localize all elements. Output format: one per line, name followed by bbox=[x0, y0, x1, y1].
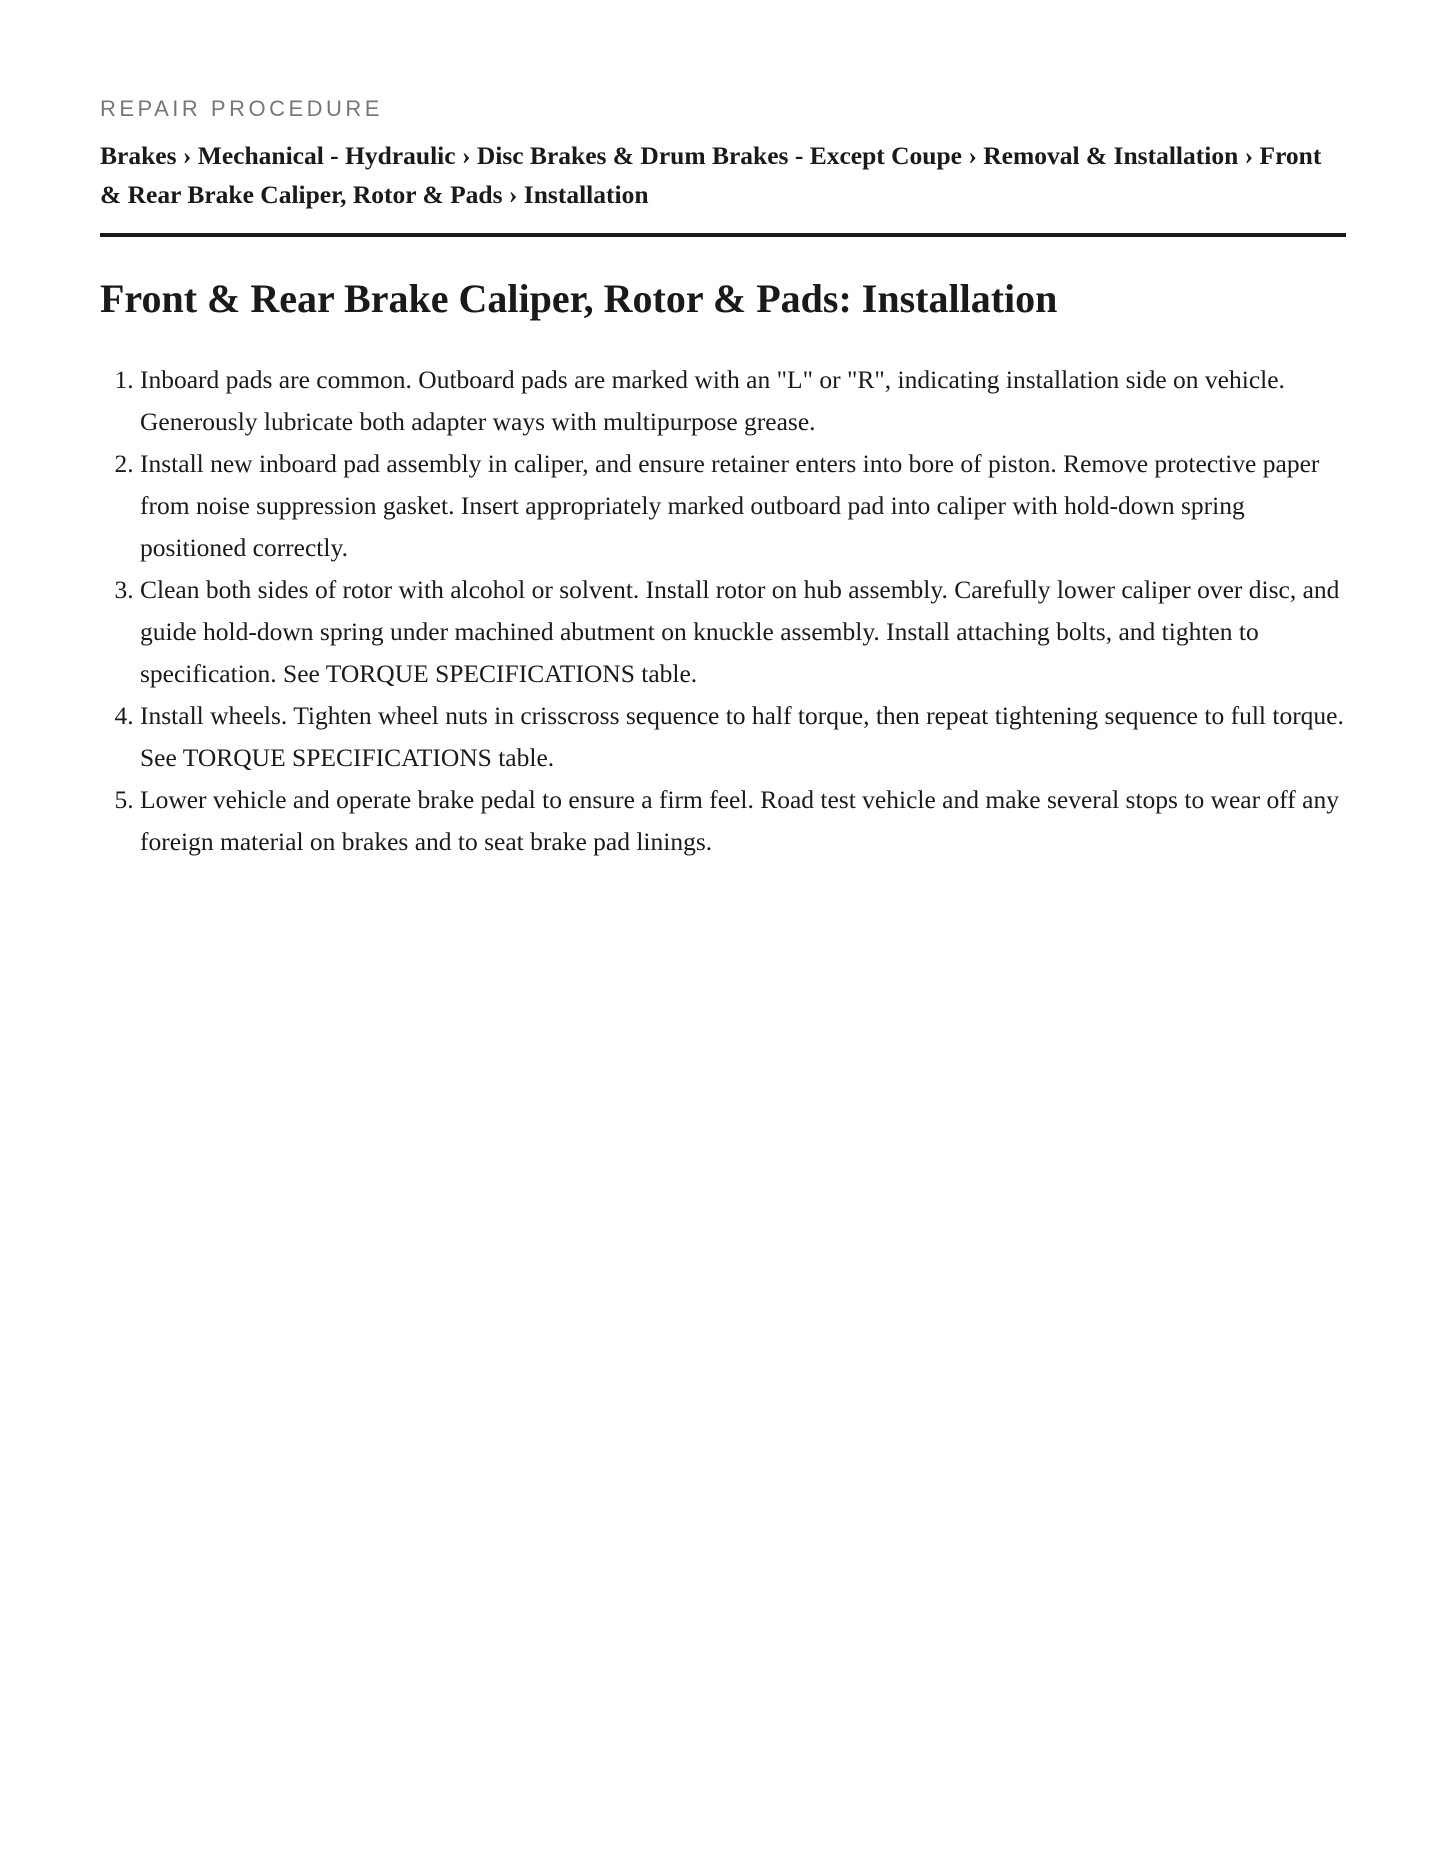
breadcrumb-item: Front & Rear Brake Caliper, Rotor & Pads bbox=[100, 141, 1322, 209]
breadcrumb-item-current: Installation bbox=[523, 180, 649, 209]
procedure-step: 4. Install wheels. Tighten wheel nuts in crisscross sequence to half torque, then repeat tightening sequence to full torque. See TORQUE SPECIFICATIONS table. bbox=[140, 695, 1346, 779]
document-page bbox=[100, 0, 1346, 863]
procedure-step: 5. Lower vehicle and operate brake pedal to ensure a firm feel. Road test vehicle and make several stops to wear off any foreign material on brakes and to seat brake pad linings. bbox=[140, 779, 1346, 863]
breadcrumb-separator: › bbox=[508, 180, 524, 209]
procedure-step: 3. Clean both sides of rotor with alcohol or solvent. Install rotor on hub assembly. Carefully lower caliper over disc, and guide hold-down spring under machined abutment on knuckle assembly. Install attaching bolts, and tighten to specification. See TORQUE SPECIFICATIONS table. bbox=[140, 569, 1346, 695]
procedure-step: 2. Install new inboard pad assembly in caliper, and ensure retainer enters into bore of piston. Remove protective paper from noise suppression gasket. Insert appropriately marked outboard pad into caliper with hold-down spring positioned correctly. bbox=[140, 443, 1346, 569]
procedure-step: 1. Inboard pads are common. Outboard pads are marked with an "L" or "R", indicating installation side on vehicle. Generously lubricate both adapter ways with multipurpose grease. bbox=[140, 359, 1346, 443]
page-title: Front & Rear Brake Caliper, Rotor & Pads: Installation bbox=[100, 276, 1058, 321]
breadcrumb-item: Disc Brakes & Drum Brakes - Except Coupe bbox=[476, 141, 962, 170]
procedure-steps bbox=[100, 359, 1346, 863]
breadcrumb-separator: › bbox=[182, 141, 198, 170]
breadcrumb-separator: › bbox=[968, 141, 984, 170]
header-divider bbox=[100, 233, 1346, 237]
breadcrumb bbox=[100, 136, 1346, 214]
breadcrumb-item: Removal & Installation bbox=[983, 141, 1239, 170]
breadcrumb-item: Brakes bbox=[100, 141, 177, 170]
breadcrumb-separator: › bbox=[461, 141, 477, 170]
section-eyebrow: REPAIR PROCEDURE bbox=[100, 96, 383, 121]
breadcrumb-separator: › bbox=[1244, 141, 1260, 170]
breadcrumb-item: Mechanical - Hydraulic bbox=[197, 141, 456, 170]
